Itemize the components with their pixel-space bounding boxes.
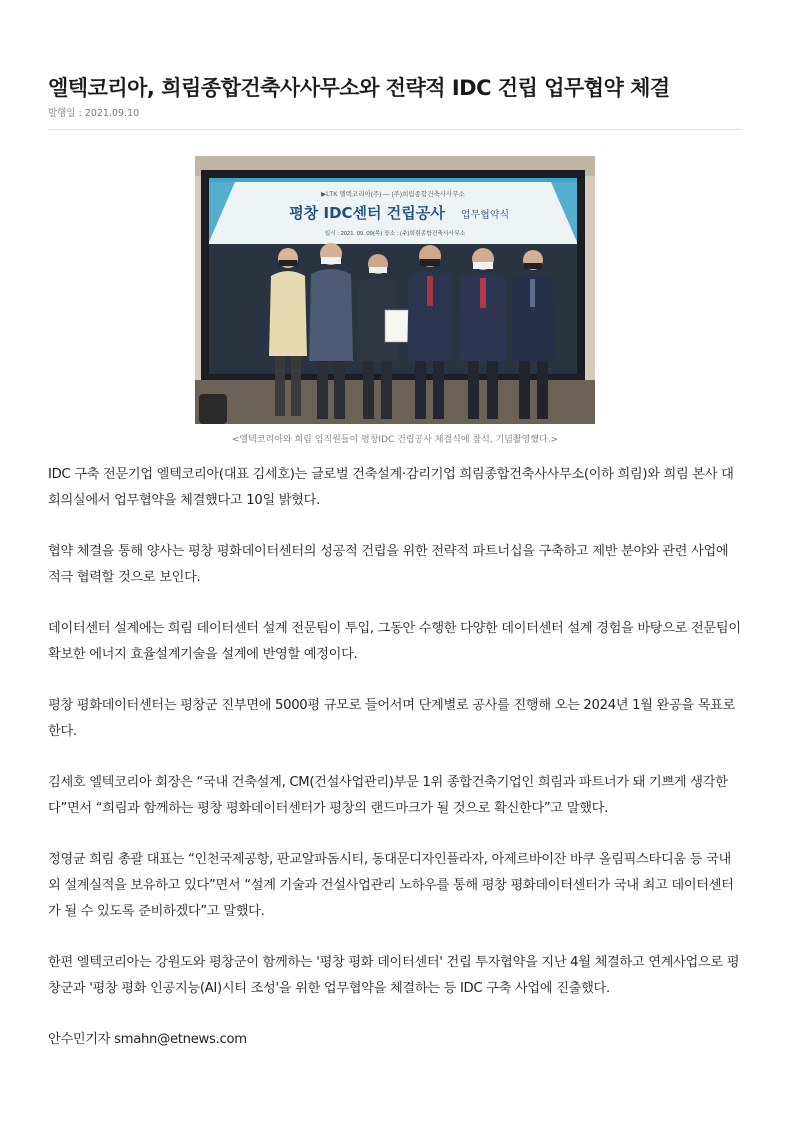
photo-caption: <엘텍코리아와 희림 임직원들이 평창IDC 건립공사 체결식에 참석, 기념촬영했다.>: [231, 435, 559, 445]
article-body: [48, 462, 742, 1078]
byline: 안수민기자 smahn@etnews.com: [48, 1032, 247, 1047]
headline: 엘텍코리아, 희림종합건축사사무소와 전략적 IDC 건립 업무협약 체결: [48, 76, 670, 101]
paragraph: 김세호 엘텍코리아 회장은 “국내 건축설계, CM(건설사업관리)부문 1위 종합건축기업인 희림과 파트너가 돼 기쁘게 생각한다”면서 “희림과 함께하는 평창 평화데이터센터가 평창의 랜드마크가 될 것으로 확신한다”고 말했다.: [48, 775, 728, 816]
banner-subtitle: 업무협약식: [460, 210, 510, 221]
ceremony-photo: [195, 156, 595, 424]
paragraph: 한편 엘텍코리아는 강원도와 평창군이 함께하는 '평창 평화 데이터센터' 건립 투자협약을 지난 4월 체결하고 연계사업으로 평창군과 '평창 평화 인공지능(AI)시티 조성'을 위한 업무협약을 체결하는 등 IDC 구축 사업에 진출했다.: [48, 955, 740, 996]
paragraph: 데이터센터 설계에는 희림 데이터센터 설계 전문팀이 투입, 그동안 수행한 다양한 데이터센터 설계 경험을 바탕으로 전문팀이 확보한 에너지 효율설계기술을 설계에 반영할 예정이다.: [48, 621, 741, 662]
paragraph: IDC 구축 전문기업 엘텍코리아(대표 김세호)는 글로벌 건축설계·감리기업 희림종합건축사사무소(이하 희림)와 희림 본사 대회의실에서 업무협약을 체결했다고 10일 밝혔다.: [48, 467, 734, 508]
divider: [48, 129, 742, 130]
banner-title: 평창 IDC센터 건립공사: [289, 204, 445, 222]
banner-meta: 일시 : 2021. 09. 09(목) 장소 : (주)희림종합건축사사무소: [324, 231, 466, 237]
paragraph: 평창 평화데이터센터는 평창군 진부면에 5000평 규모로 들어서며 단계별로 공사를 진행해 오는 2024년 1월 완공을 목표로 한다.: [48, 698, 736, 739]
paragraph: 정영균 희림 총괄 대표는 “인천국제공항, 판교알파돔시티, 동대문디자인플라자, 아제르바이잔 바쿠 올림픽스타디움 등 국내외 설계실적을 보유하고 있다”면서 “설계 기술과 건설사업관리 노하우를 통해 평창 평화데이터센터가 국내 최고 데이터센터가 될 수 있도록 준비하겠다”고 말했다.: [48, 852, 734, 919]
banner-logos: ▶LTK 엘텍코리아(주) — (주)희림종합건축사사무소: [321, 191, 465, 198]
publish-date: 발행일 : 2021.09.10: [48, 108, 140, 119]
paragraph: 협약 체결을 통해 양사는 평창 평화데이터센터의 성공적 건립을 위한 전략적 파트너십을 구축하고 제반 분야와 관련 사업에 적극 협력할 것으로 보인다.: [48, 544, 729, 585]
